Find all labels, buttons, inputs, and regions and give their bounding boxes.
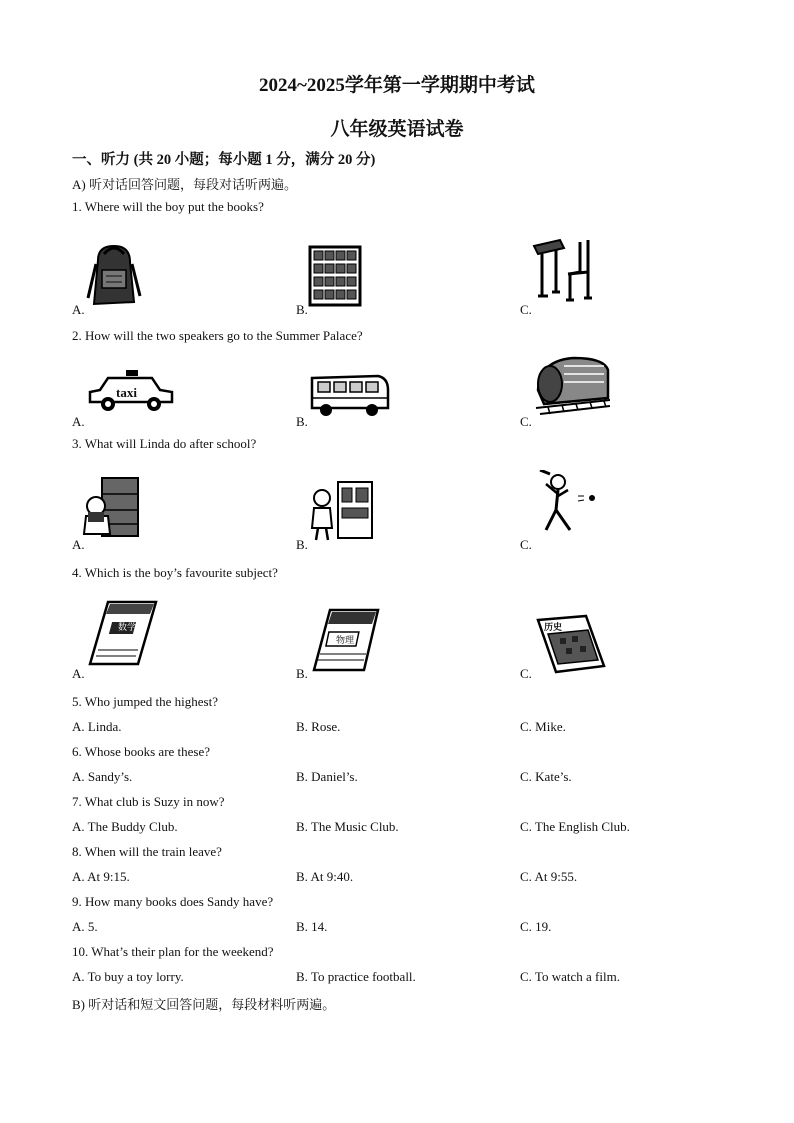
- part-a-instruction: A) 听对话回答问题，每段对话听两遍。: [72, 177, 297, 192]
- taxi-icon: [88, 368, 174, 412]
- desk-chair-icon: [530, 236, 596, 304]
- q3-option-a[interactable]: A.: [72, 537, 85, 552]
- part-b-instruction: B) 听对话和短文回答问题，每段材料听两遍。: [72, 997, 336, 1012]
- question-4: 4. Which is the boy’s favourite subject?: [72, 565, 278, 580]
- bus-icon: [308, 372, 390, 418]
- q8-option-a[interactable]: A. At 9:15.: [72, 869, 130, 884]
- question-9: 9. How many books does Sandy have?: [72, 894, 274, 909]
- history-book-icon: [536, 614, 606, 674]
- q9-option-a[interactable]: A. 5.: [72, 919, 98, 934]
- q10-option-a[interactable]: A. To buy a toy lorry.: [72, 969, 184, 984]
- schoolbag-icon: [84, 240, 144, 308]
- q7-option-a[interactable]: A. The Buddy Club.: [72, 819, 178, 834]
- shopping-icon: [308, 478, 374, 542]
- question-8: 8. When will the train leave?: [72, 844, 222, 859]
- question-5: 5. Who jumped the highest?: [72, 694, 218, 709]
- baseball-player-icon: [536, 470, 606, 536]
- q5-option-c[interactable]: C. Mike.: [520, 719, 566, 734]
- q5-option-b[interactable]: B. Rose.: [296, 719, 341, 734]
- q3-option-c[interactable]: C.: [520, 537, 532, 552]
- q2-option-a[interactable]: A.: [72, 414, 85, 429]
- bookshelf-icon: [308, 245, 362, 307]
- q7-option-c[interactable]: C. The English Club.: [520, 819, 630, 834]
- math-book-icon: [88, 600, 158, 668]
- q6-option-c[interactable]: C. Kate’s.: [520, 769, 572, 784]
- q4-option-b[interactable]: B.: [296, 666, 308, 681]
- question-2: 2. How will the two speakers go to the Summer Palace?: [72, 328, 363, 343]
- q8-option-c[interactable]: C. At 9:55.: [520, 869, 578, 884]
- exam-title: 2024~2025学年第一学期期中考试: [259, 75, 535, 96]
- q4-option-a[interactable]: A.: [72, 666, 85, 681]
- question-6: 6. Whose books are these?: [72, 744, 211, 759]
- physics-book-cover-label: 物理: [336, 636, 355, 646]
- q6-option-b[interactable]: B. Daniel’s.: [296, 769, 358, 784]
- train-icon: [534, 350, 610, 420]
- question-7: 7. What club is Suzy in now?: [72, 794, 225, 809]
- q6-option-a[interactable]: A. Sandy’s.: [72, 769, 133, 784]
- q7-option-b[interactable]: B. The Music Club.: [296, 819, 399, 834]
- q1-option-c[interactable]: C.: [520, 302, 532, 317]
- question-1: 1. Where will the boy put the books?: [72, 199, 264, 214]
- math-book-cover-label: 数学: [118, 623, 137, 633]
- q1-option-b[interactable]: B.: [296, 302, 308, 317]
- taxi-sign: taxi: [116, 385, 137, 400]
- q2-option-c[interactable]: C.: [520, 414, 532, 429]
- question-3: 3. What will Linda do after school?: [72, 436, 257, 451]
- q4-option-c[interactable]: C.: [520, 666, 532, 681]
- q9-option-b[interactable]: B. 14.: [296, 919, 328, 934]
- q5-option-a[interactable]: A. Linda.: [72, 719, 122, 734]
- q10-option-b[interactable]: B. To practice football.: [296, 969, 416, 984]
- reading-library-icon: [80, 476, 140, 540]
- physics-book-icon: [312, 608, 380, 672]
- q2-option-b[interactable]: B.: [296, 414, 308, 429]
- q10-option-c[interactable]: C. To watch a film.: [520, 969, 620, 984]
- exam-subtitle: 八年级英语试卷: [330, 119, 464, 140]
- q3-option-b[interactable]: B.: [296, 537, 308, 552]
- question-10: 10. What’s their plan for the weekend?: [72, 944, 274, 959]
- q9-option-c[interactable]: C. 19.: [520, 919, 552, 934]
- section-heading: 一、听力 (共 20 小题；每小题 1 分，满分 20 分): [72, 152, 376, 168]
- q8-option-b[interactable]: B. At 9:40.: [296, 869, 354, 884]
- history-book-cover-label: 历史: [544, 623, 563, 633]
- q1-option-a[interactable]: A.: [72, 302, 85, 317]
